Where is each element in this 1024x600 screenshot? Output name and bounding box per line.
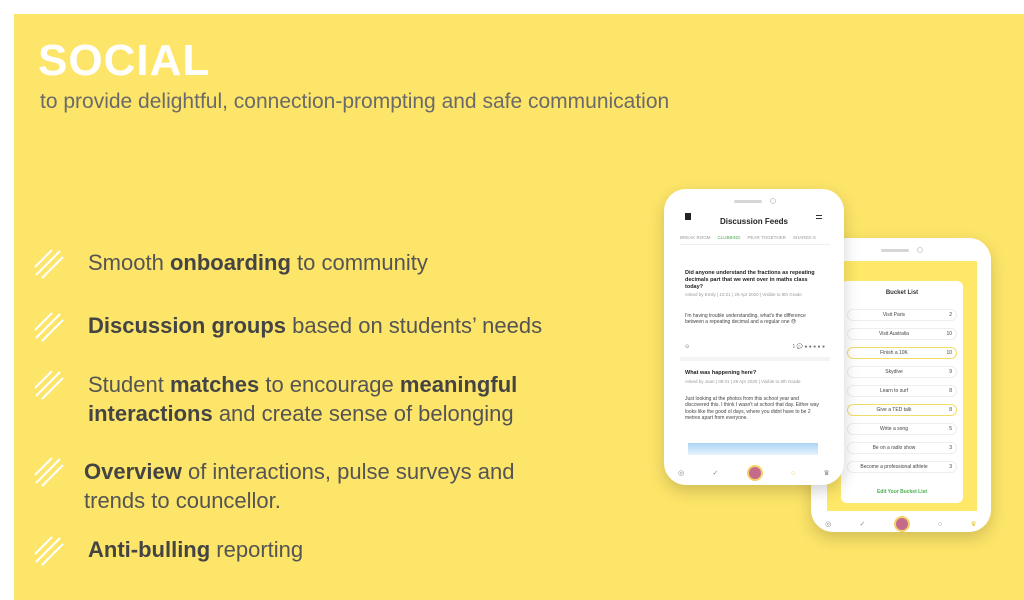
bucket-row[interactable]: Skydive 9 [847,366,957,378]
bucket-screen [827,261,977,511]
bucket-row[interactable]: Finish a 10K 10 [847,347,957,359]
bullet-text: Anti-bulling reporting [88,537,304,562]
bucket-title: Bucket List [885,290,919,296]
bucket-row[interactable]: Write a song 5 [847,423,957,435]
tab-clubbing[interactable]: CLUBBING [717,235,741,240]
bullet-item [34,312,568,342]
post-meta: Asked by Emily | 10:21 | 29 Apr 2020 | Visible to 8th Grade [685,292,802,297]
camera-dot [917,247,923,253]
avatar[interactable] [747,465,763,481]
check-icon[interactable]: ✓ [859,521,866,528]
crown-icon[interactable]: ♛ [970,521,977,528]
reactions[interactable]: 1 💬 ● ● ● ● ● [792,344,825,350]
avatar[interactable] [894,516,910,532]
bucket-row[interactable]: Be on a radio show 3 [847,442,957,454]
options-icon[interactable]: ⊙ [685,344,690,350]
bullet-text: Smooth onboarding to community [88,250,428,275]
slide-subtitle: to provide delightful, connection-prompting and safe communication [40,90,670,113]
post-title[interactable]: Did anyone understand the fractions as repeating decimals part that we went over in maths class today? [685,270,815,290]
chat-icon[interactable]: ○ [938,520,943,528]
discussion-feed-phone [664,189,844,485]
bullet-text: Overview of interactions, pulse surveys and trends to councellor. [84,459,515,513]
post-photo[interactable] [688,443,818,455]
hatch-icon [34,249,64,279]
bottom-nav [664,461,844,485]
edit-bucket-list-button[interactable]: Edit Your Bucket List [876,489,928,495]
feed-header: Discussion Feeds [719,217,789,226]
post-meta: Asked by Juan | 09:31 | 29 Apr 2020 | Visible to 8th Grade [685,379,801,384]
home-icon[interactable]: ◎ [825,521,832,528]
post-title[interactable]: What was happening here? [685,370,757,376]
bucket-row[interactable]: Give a TED talk 8 [847,404,957,416]
post-body: Just looking at the photos from this school year and discovered this. I think I wasn't at school that day. Either way looks like the good ol days, where you didnt have to be 2 metres apart from everyone. [685,396,819,422]
slide-title: SOCIAL [38,36,211,85]
speaker-bar [881,249,909,252]
bullet-item [34,536,568,566]
check-icon[interactable]: ✓ [712,470,719,477]
speaker-bar [734,200,762,203]
chat-icon[interactable]: ○ [791,469,796,477]
bucket-row[interactable]: Learn to surf 8 [847,385,957,397]
bullet-text: Student matches to encourage meaningful interactions and create sense of belonging [88,372,518,426]
hatch-icon [34,370,64,400]
bottom-nav [811,512,991,532]
tab-shared[interactable]: SHARED S [792,235,816,240]
tab-break-room[interactable]: BREAK ROOM [680,235,711,240]
home-icon[interactable]: ◎ [678,470,685,477]
bucket-row[interactable]: Become a professional athlete 3 [847,461,957,473]
divider [680,244,830,245]
hatch-icon [34,312,64,342]
post-footer [685,344,825,352]
bucket-row[interactable]: Visit Australia 10 [847,328,957,340]
divider [680,357,830,361]
post-body: I'm having trouble understanding, what's the difference between a repeating decimal and a regular one 😓 [685,313,806,326]
feed-tabs [680,235,844,240]
menu-icon[interactable] [816,215,822,219]
bullet-item [34,457,564,515]
hatch-icon [34,536,64,566]
hatch-icon [34,457,64,487]
bucket-row[interactable]: Visit Paris 2 [847,309,957,321]
bullet-item [34,370,558,428]
bullet-item [34,249,568,279]
bullet-text: Discussion groups based on students’ needs [88,313,543,338]
camera-dot [770,198,776,204]
bucket-card [841,281,963,503]
crown-icon[interactable]: ♛ [823,470,830,477]
tab-pear-together[interactable]: PEAR TOGETHER [747,235,786,240]
